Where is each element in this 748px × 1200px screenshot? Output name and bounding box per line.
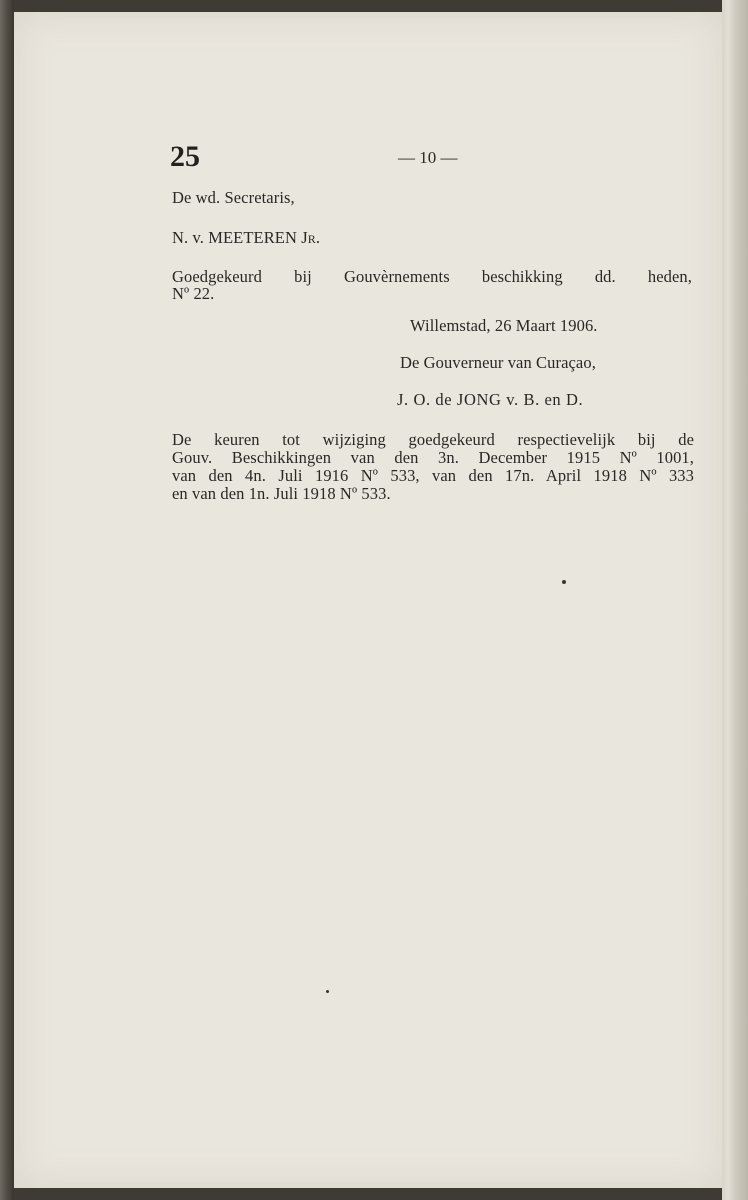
governor-name: J. O. de JONG v. B. en D. [397, 390, 584, 409]
note-line-2: Gouv. Beschikkingen van den 3n. December 1915 Nº 1001, [172, 448, 694, 467]
page-number: 25 [170, 140, 200, 173]
note-line-1: De keuren tot wijziging goedgekeurd respectievelijk bij de [172, 430, 694, 449]
approval-line-1: Goedgekeurd bij Gouvèrnements beschikking dd. heden, [172, 267, 692, 286]
document-page [14, 12, 722, 1188]
ink-speck [562, 580, 566, 584]
note-line-4: en van den 1n. Juli 1918 Nº 533. [172, 484, 391, 503]
ink-speck [326, 990, 329, 993]
book-spine [0, 0, 14, 1200]
secretary-title: De wd. Secretaris, [172, 188, 295, 207]
approval-line-2: Nº 22. [172, 284, 215, 303]
governor-title: De Gouverneur van Curaçao, [400, 353, 596, 372]
place-date: Willemstad, 26 Maart 1906. [410, 316, 598, 335]
page-edge [722, 0, 748, 1200]
secretary-name-prefix: N. v. [172, 228, 209, 247]
note-line-3: van den 4n. Juli 1916 Nº 533, van den 17n. April 1918 Nº 333 [172, 466, 694, 485]
secretary-name: MEETEREN Jr. [208, 228, 321, 247]
secretary-signature [172, 228, 320, 248]
folio-number: — 10 — [398, 148, 458, 167]
